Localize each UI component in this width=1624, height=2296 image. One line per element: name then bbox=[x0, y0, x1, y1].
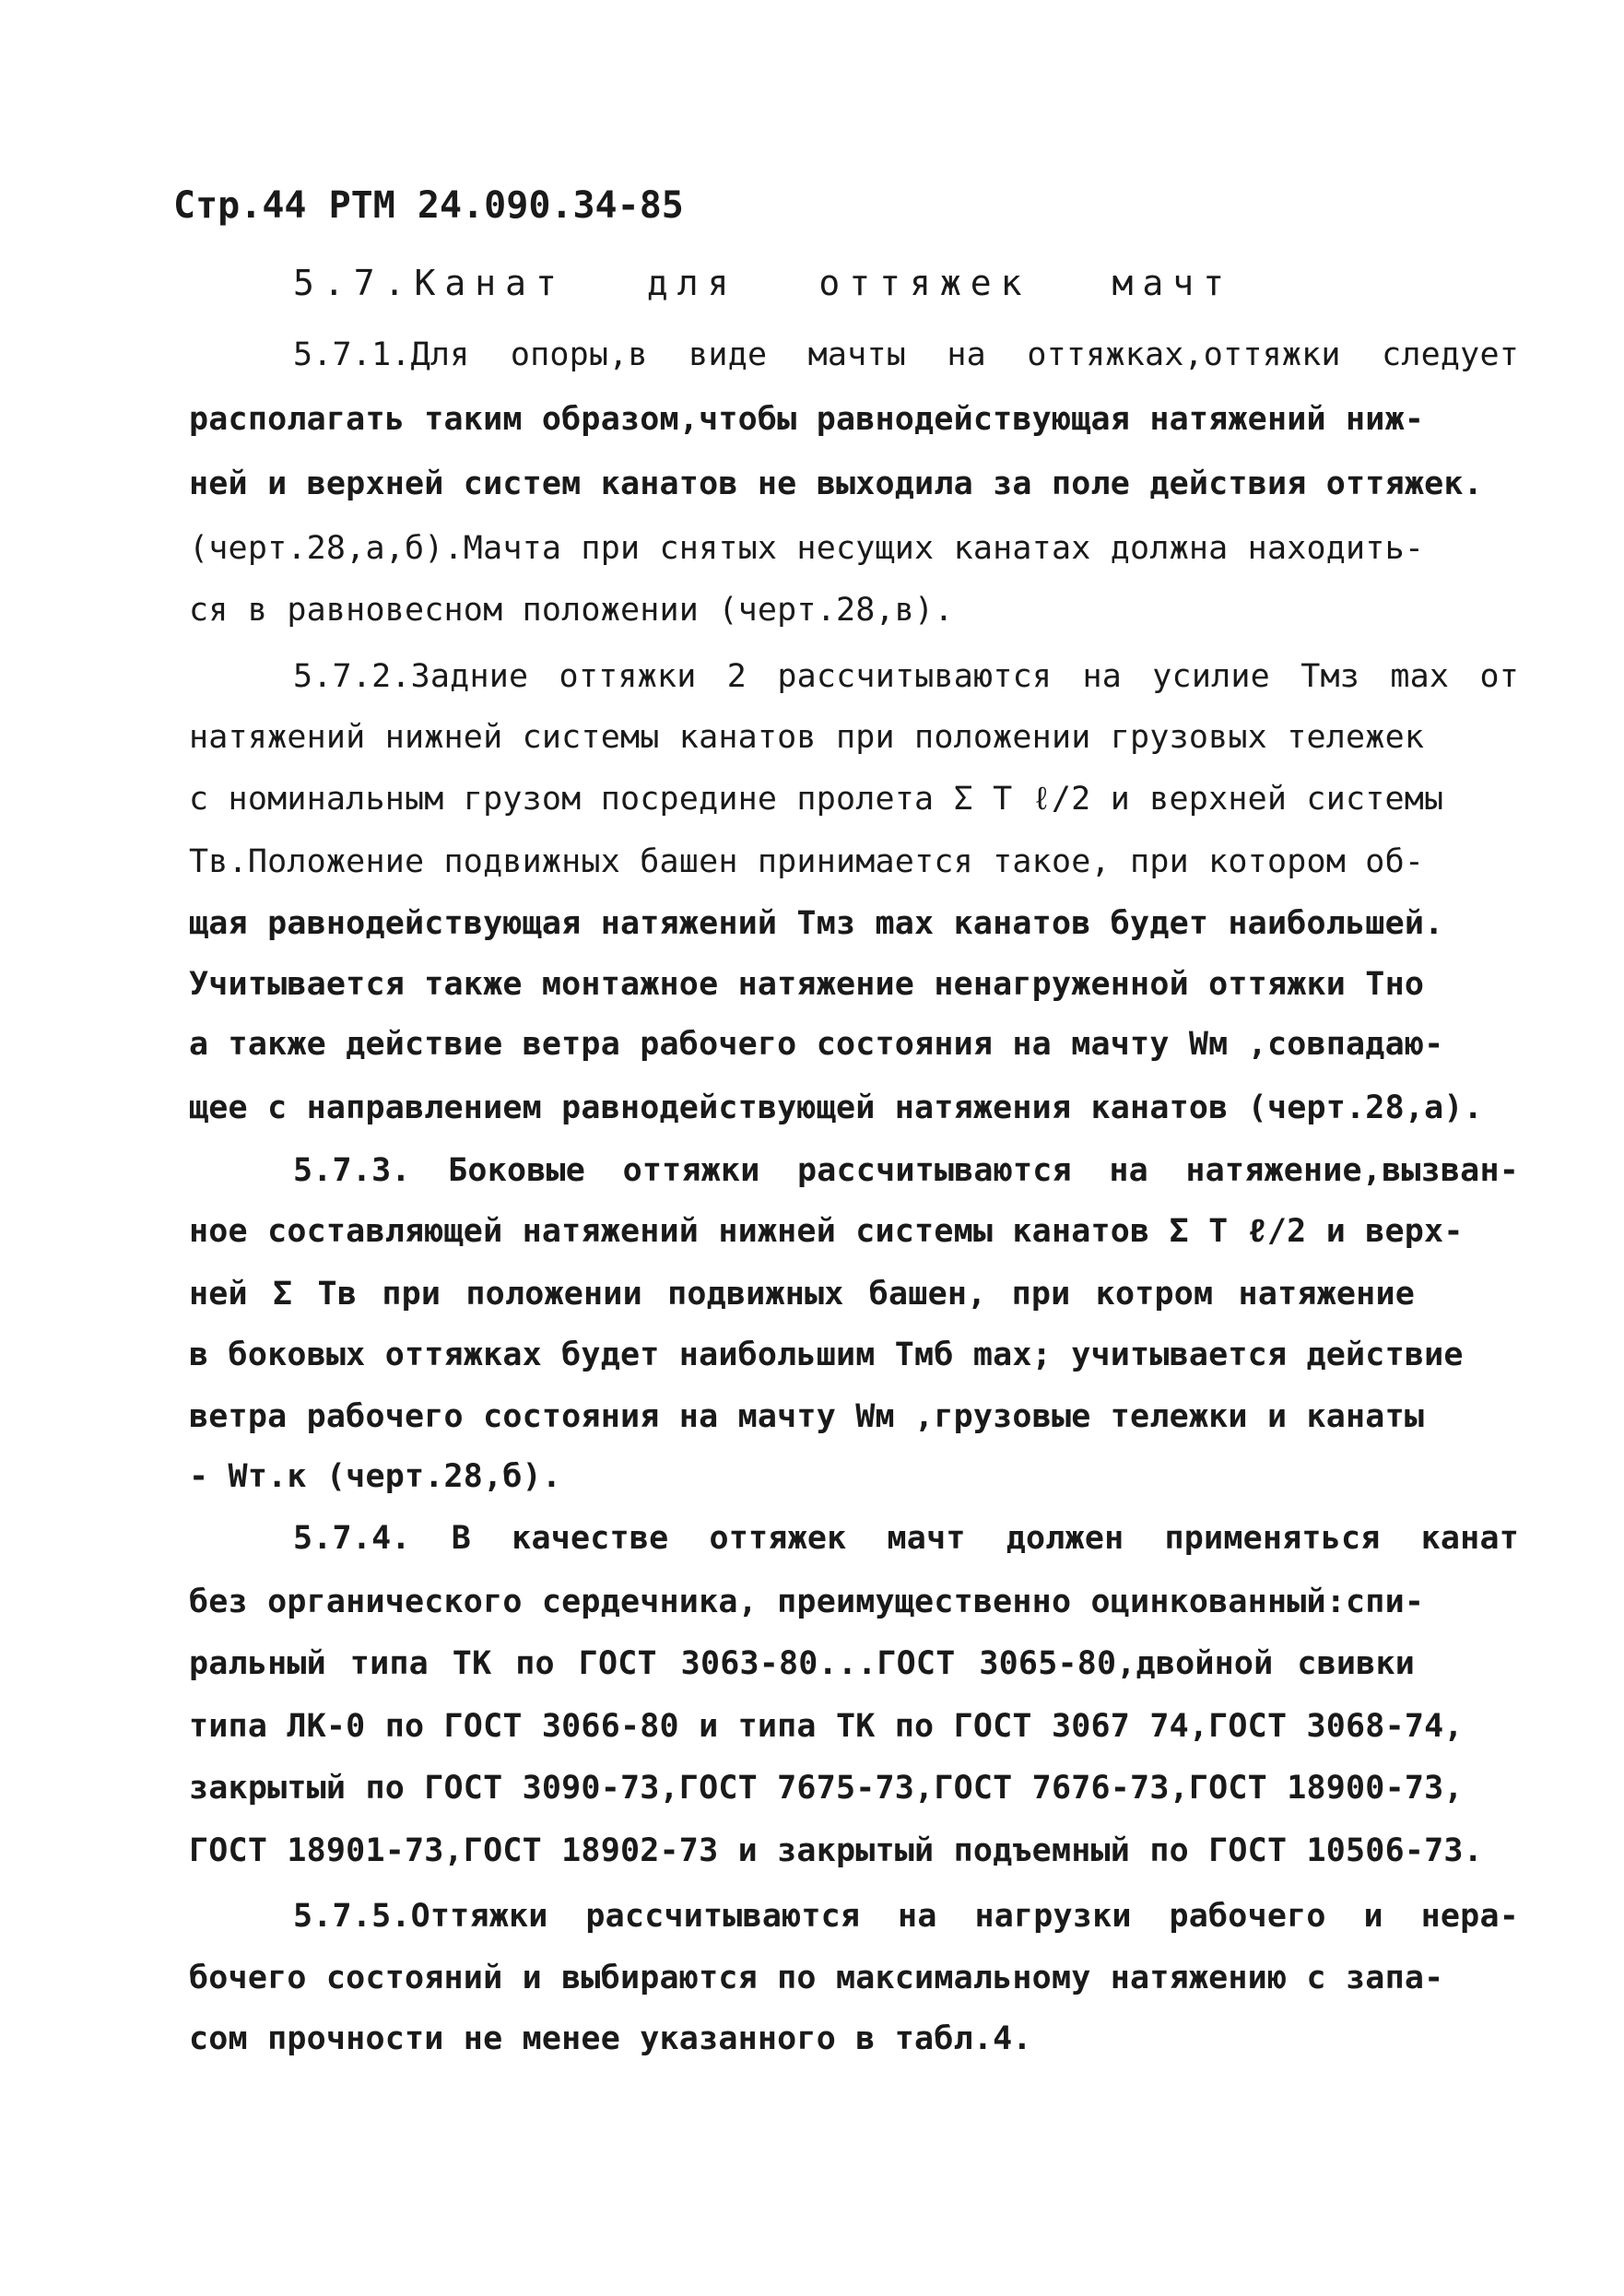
text-line: - Wт.к (черт.28,б). bbox=[189, 1458, 562, 1495]
text-line: (черт.28,а,б).Мачта при снятых несущих канатах должна находить- bbox=[189, 530, 1425, 567]
text-line: ное составляющей натяжений нижней системы канатов Σ Т ℓ/2 и верх- bbox=[189, 1213, 1464, 1250]
text-line: сом прочности не менее указанного в табл.4. bbox=[189, 2020, 1032, 2057]
text-line: 5.7.3. Боковые оттяжки рассчитываются на натяжение,вызван- bbox=[293, 1152, 1519, 1189]
text-line: Учитывается также монтажное натяжение ненагруженной оттяжки Тно bbox=[189, 966, 1425, 1003]
text-line: бочего состояний и выбираются по максимальному натяжению с запа- bbox=[189, 1960, 1444, 1996]
text-line: ральный типа ТК по ГОСТ 3063-80...ГОСТ 3065-80,двойной свивки bbox=[189, 1645, 1415, 1682]
text-line: щее с направлением равнодействующей натяжения канатов (черт.28,а). bbox=[189, 1089, 1483, 1126]
text-line: типа ЛК-0 по ГОСТ 3066-80 и типа ТК по ГОСТ 3067 74,ГОСТ 3068-74, bbox=[189, 1708, 1464, 1745]
text-line: 5.7.1.Для опоры,в виде мачты на оттяжках,оттяжки следует bbox=[293, 336, 1519, 373]
page-header: Стр.44 РТМ 24.090.34-85 bbox=[173, 184, 684, 227]
text-line: располагать таким образом,чтобы равнодействующая натяжений ниж- bbox=[189, 401, 1425, 438]
text-line: 5.7.4. В качестве оттяжек мачт должен применяться канат bbox=[293, 1520, 1519, 1557]
text-line: а также действие ветра рабочего состояния на мачту Wм ,совпадаю- bbox=[189, 1026, 1444, 1063]
text-line: с номинальным грузом посредине пролета Σ Т ℓ/2 и верхней системы bbox=[189, 781, 1444, 818]
text-line: натяжений нижней системы канатов при положении грузовых тележек bbox=[189, 719, 1425, 756]
text-line: без органического сердечника, преимущественно оцинкованный:спи- bbox=[189, 1584, 1425, 1620]
text-line: 5.7.2.Задние оттяжки 2 рассчитываются на усилие Тмз max от bbox=[293, 658, 1519, 695]
text-line: закрытый по ГОСТ 3090-73,ГОСТ 7675-73,ГОСТ 7676-73,ГОСТ 18900-73, bbox=[189, 1770, 1464, 1807]
text-line: Тв.Положение подвижных башен принимается такое, при котором об- bbox=[189, 843, 1425, 880]
text-line: ся в равновесном положении (черт.28,в). bbox=[189, 592, 954, 629]
text-line: щая равнодействующая натяжений Тмз max канатов будет наибольшей. bbox=[189, 905, 1444, 942]
text-line: 5.7.5.Оттяжки рассчитываются на нагрузки рабочего и нера- bbox=[293, 1898, 1519, 1935]
text-line: ней и верхней систем канатов не выходила за поле действия оттяжек. bbox=[189, 465, 1483, 502]
text-line: в боковых оттяжках будет наибольшим Тмб max; учитывается действие bbox=[189, 1336, 1464, 1373]
text-line: ГОСТ 18901-73,ГОСТ 18902-73 и закрытый подъемный по ГОСТ 10506-73. bbox=[189, 1832, 1483, 1869]
text-line: ней Σ Тв при положении подвижных башен, при котром натяжение bbox=[189, 1276, 1415, 1313]
section-title: 5.7.Канат для оттяжек мачт bbox=[293, 263, 1233, 303]
text-line: ветра рабочего состояния на мачту Wм ,грузовые тележки и канаты bbox=[189, 1398, 1425, 1435]
